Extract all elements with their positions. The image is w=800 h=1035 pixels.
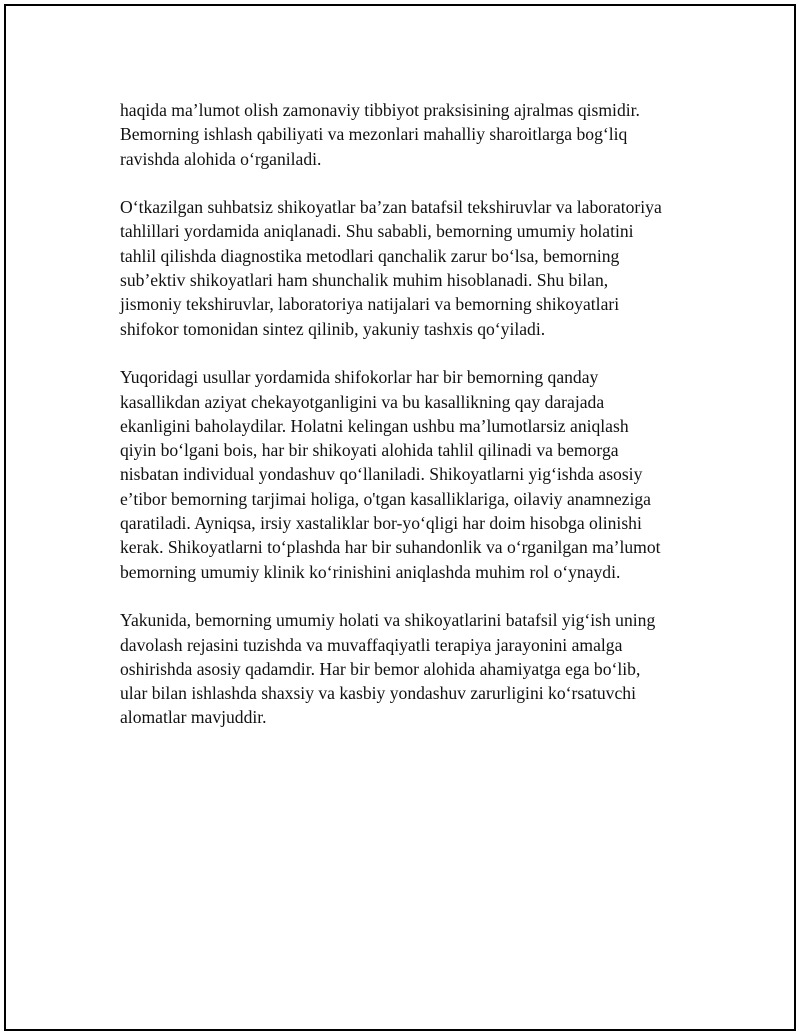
paragraph-1 — [120, 98, 700, 171]
text-line: Bemorning ishlash qabiliyati va mezonlari mahalliy sharoitlarga bog‘liq — [120, 124, 628, 145]
text-line: haqida ma’lumot olish zamonaviy tibbiyot praksisining ajralmas qismidir. — [120, 100, 640, 120]
text-line: sub’ektiv shikoyatlari ham shunchalik muhim hisoblanadi. Shu bilan, — [120, 270, 609, 291]
text-line: Yakunida, bemorning umumiy holati va shikoyatlarini batafsil yig‘ish uning — [120, 610, 656, 631]
paragraph-4 — [120, 608, 700, 729]
text-line: shifokor tomonidan sintez qilinib, yakuniy tashxis qo‘yiladi. — [120, 318, 546, 339]
text-line: jismoniy tekshiruvlar, laboratoriya natijalari va bemorning shikoyatlari — [120, 294, 620, 315]
text-line: kasallikdan aziyat chekayotganligini va bu kasallikning qay darajada — [120, 391, 605, 412]
text-line: davolash rejasini tuzishda va muvaffaqiyatli terapiya jarayonini amalga — [120, 634, 623, 655]
text-line: oshirishda asosiy qadamdir. Har bir bemor alohida ahamiyatga ega bo‘lib, — [120, 658, 641, 679]
text-line: nisbatan individual yondashuv qo‘llaniladi. Shikoyatlarni yig‘ishda asosiy — [120, 464, 643, 485]
text-line: tahlil qilishda diagnostika metodlari qanchalik zarur bo‘lsa, bemorning — [120, 245, 620, 266]
document-body — [120, 98, 700, 754]
text-line: e’tibor bemorning tarjimai holiga, o'tgan kasalliklariga, oilaviy anamneziga — [120, 488, 651, 509]
text-line: alomatlar mavjuddir. — [120, 707, 267, 728]
text-line: ular bilan ishlashda shaxsiy va kasbiy yondashuv zarurligini ko‘rsatuvchi — [120, 683, 636, 704]
text-line: bemorning umumiy klinik ko‘rinishini aniqlashda muhim rol o‘ynaydi. — [120, 561, 621, 582]
paragraph-3 — [120, 365, 700, 584]
text-line: O‘tkazilgan suhbatsiz shikoyatlar ba’zan batafsil tekshiruvlar va laboratoriya — [120, 197, 662, 218]
paragraph-2 — [120, 195, 700, 341]
text-line: ravishda alohida o‘rganiladi. — [120, 148, 322, 169]
text-line: qaratiladi. Ayniqsa, irsiy xastaliklar bor-yo‘qligi har doim hisobga olinishi — [120, 513, 642, 534]
text-line: tahlillari yordamida aniqlanadi. Shu sababli, bemorning umumiy holatini — [120, 221, 634, 242]
text-line: kerak. Shikoyatlarni to‘plashda har bir suhandonlik va o‘rganilgan ma’lumot — [120, 537, 661, 558]
text-line: ekanligini baholaydilar. Holatni kelingan ushbu ma’lumotlarsiz aniqlash — [120, 415, 629, 436]
text-line: Yuqoridagi usullar yordamida shifokorlar har bir bemorning qanday — [120, 367, 599, 388]
text-line: qiyin bo‘lgani bois, har bir shikoyati alohida tahlil qilinadi va bemorga — [120, 440, 619, 461]
document-page — [4, 4, 796, 1031]
